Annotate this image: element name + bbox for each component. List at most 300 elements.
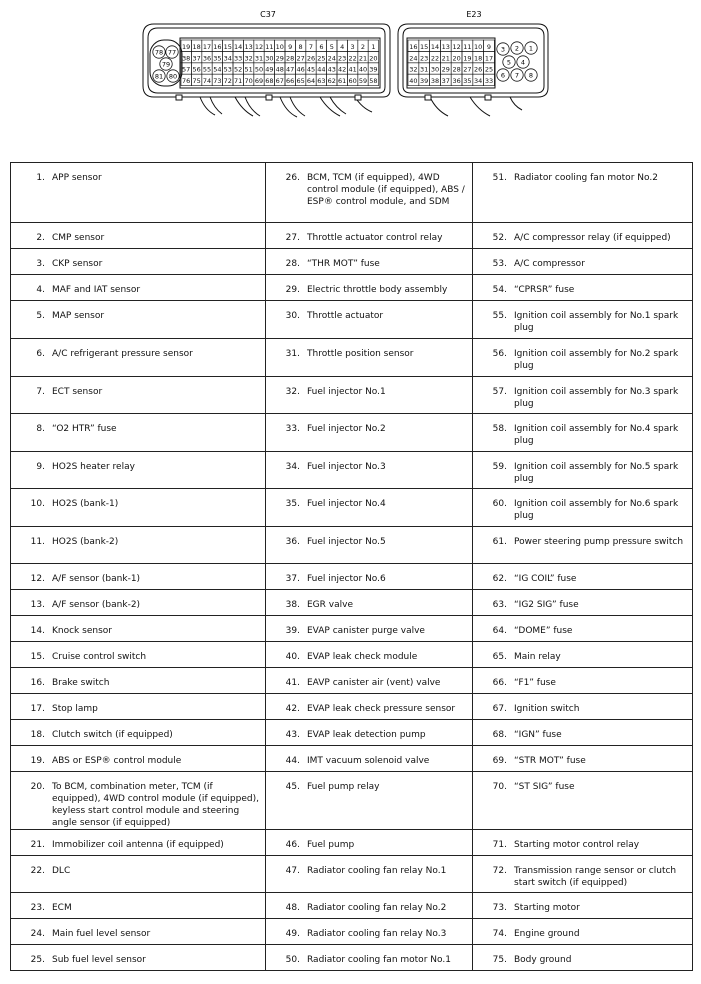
- legend-text: EVAP leak check module: [307, 652, 418, 662]
- legend-cell: [473, 616, 693, 642]
- pin-number: 39: [369, 65, 378, 74]
- legend-cell: [266, 668, 473, 694]
- legend-number: 71.: [492, 840, 507, 850]
- legend-cell: [11, 339, 266, 377]
- legend-cell: [11, 377, 266, 414]
- legend-text: Ignition coil assembly for No.5 spark plug: [514, 462, 679, 484]
- legend-cell: [266, 527, 473, 564]
- legend-number: 23.: [30, 903, 45, 913]
- legend-text: “ST SIG” fuse: [514, 782, 575, 792]
- legend-number: 45.: [285, 782, 300, 792]
- legend-cell: [266, 301, 473, 339]
- pin-number: 60: [348, 77, 357, 86]
- legend-text: Starting motor control relay: [514, 840, 640, 850]
- pin-number: 22: [348, 54, 357, 63]
- legend-cell: [266, 590, 473, 616]
- legend-number: 65.: [492, 652, 507, 662]
- pin-number: 7: [308, 42, 314, 51]
- pin-number: 11: [463, 42, 472, 51]
- legend-number: 40.: [285, 652, 300, 662]
- legend-text: Ignition coil assembly for No.4 spark plug: [514, 424, 679, 446]
- pin-number: 20: [452, 54, 461, 63]
- pin-number: 10: [275, 42, 284, 51]
- legend-row: [11, 414, 693, 452]
- pin-number: 16: [213, 42, 222, 51]
- legend-number: 48.: [285, 903, 300, 913]
- legend-cell: [266, 163, 473, 223]
- legend-number: 19.: [30, 756, 45, 766]
- legend-number: 20.: [30, 782, 45, 792]
- legend-cell: [266, 377, 473, 414]
- legend-number: 28.: [285, 259, 300, 269]
- legend-number: 9.: [36, 462, 45, 472]
- legend-number: 30.: [285, 311, 300, 321]
- pin-number: 38: [182, 54, 191, 63]
- legend-cell: [266, 746, 473, 772]
- legend-text: Fuel injector No.3: [307, 462, 386, 472]
- pin-number: 63: [317, 77, 326, 86]
- legend-text: Clutch switch (if equipped): [52, 730, 173, 740]
- pin-number: 9: [486, 42, 492, 51]
- pin-number: 19: [182, 42, 191, 51]
- pin-number: 22: [430, 54, 440, 63]
- legend-number: 64.: [492, 626, 507, 636]
- legend-cell: [266, 919, 473, 945]
- legend-cell: [11, 830, 266, 856]
- legend-row: [11, 830, 693, 856]
- pin-number: 4: [340, 42, 345, 51]
- legend-number: 62.: [492, 574, 507, 584]
- pin-number: 67: [275, 77, 284, 86]
- pin-number: 13: [441, 42, 450, 51]
- legend-cell: [11, 223, 266, 249]
- legend-cell: [266, 856, 473, 893]
- legend-text: EAVP canister air (vent) valve: [307, 678, 441, 688]
- pin-number: 16: [409, 42, 418, 51]
- legend-cell: [473, 489, 693, 527]
- legend-row: [11, 668, 693, 694]
- legend-cell: [473, 830, 693, 856]
- legend-number: 35.: [285, 499, 300, 509]
- legend-cell: [473, 414, 693, 452]
- pin-number: 23: [338, 54, 347, 63]
- pin-number: 2: [360, 42, 366, 51]
- pin-number: 31: [254, 54, 264, 63]
- legend-text: Radiator cooling fan relay No.1: [307, 866, 447, 876]
- legend-number: 37.: [285, 574, 300, 584]
- pin-number: 37: [441, 77, 450, 86]
- legend-text: Fuel pump relay: [307, 782, 380, 792]
- legend-text: CKP sensor: [52, 259, 103, 269]
- pin-number: 39: [420, 77, 429, 86]
- pin-number: 54: [213, 65, 222, 74]
- legend-text: A/C compressor: [514, 259, 585, 269]
- legend-cell: [11, 590, 266, 616]
- pin-number: 27: [296, 54, 305, 63]
- legend-row: [11, 772, 693, 830]
- pin-number: 14: [430, 42, 440, 51]
- legend-text: Radiator cooling fan motor No.2: [514, 173, 658, 183]
- legend-number: 31.: [285, 349, 300, 359]
- legend-number: 74.: [492, 929, 507, 939]
- legend-cell: [473, 772, 693, 830]
- legend-cell: [11, 893, 266, 919]
- legend-row: [11, 694, 693, 720]
- legend-number: 29.: [285, 285, 300, 295]
- legend-text: MAF and IAT sensor: [52, 285, 141, 295]
- round-pin-number: 6: [500, 71, 506, 80]
- pin-number: 19: [463, 54, 472, 63]
- legend-text: Ignition coil assembly for No.3 spark plug: [514, 387, 679, 409]
- pin-number: 8: [298, 42, 303, 51]
- legend-row: [11, 527, 693, 564]
- legend-number: 66.: [492, 678, 507, 688]
- legend-text: Radiator cooling fan motor No.1: [307, 955, 451, 965]
- pin-number: 36: [452, 77, 461, 86]
- legend-text: Starting motor: [514, 903, 580, 913]
- pin-number: 65: [296, 77, 305, 86]
- pin-number: 23: [420, 54, 429, 63]
- legend-number: 3.: [36, 259, 45, 269]
- pin-number: 38: [430, 77, 440, 86]
- legend-cell: [473, 694, 693, 720]
- pin-number: 28: [452, 65, 461, 74]
- legend-cell: [266, 945, 473, 971]
- round-pin-number: 4: [520, 58, 526, 67]
- legend-number: 56.: [492, 349, 507, 359]
- legend-text: “F1” fuse: [514, 678, 556, 688]
- legend-cell: [473, 527, 693, 564]
- legend-number: 43.: [285, 730, 300, 740]
- legend-text: Fuel injector No.2: [307, 424, 386, 434]
- legend-number: 13.: [30, 600, 45, 610]
- legend-number: 25.: [30, 955, 45, 965]
- pin-number: 24: [327, 54, 336, 63]
- legend-number: 33.: [285, 424, 300, 434]
- legend-text: Fuel injector No.4: [307, 499, 386, 509]
- legend-cell: [11, 720, 266, 746]
- pin-number: 56: [192, 65, 201, 74]
- legend-row: [11, 564, 693, 590]
- legend-text: To BCM, combination meter, TCM (if equipped), 4WD control module (if equipped), keyless start control module and steering angle sensor (if equipped): [52, 782, 259, 828]
- legend-number: 52.: [492, 233, 507, 243]
- legend-cell: [266, 452, 473, 489]
- legend-number: 49.: [285, 929, 300, 939]
- legend-cell: [266, 564, 473, 590]
- legend-number: 32.: [285, 387, 300, 397]
- pin-number: 29: [275, 54, 284, 63]
- legend-cell: [473, 945, 693, 971]
- legend-text: Throttle actuator: [307, 311, 384, 321]
- legend-text: Engine ground: [514, 929, 580, 939]
- legend-row: [11, 856, 693, 893]
- legend-text: Main relay: [514, 652, 561, 662]
- legend-text: Cruise control switch: [52, 652, 147, 662]
- legend-cell: [11, 275, 266, 301]
- legend-cell: [266, 893, 473, 919]
- legend-text: “IGN” fuse: [514, 730, 562, 740]
- legend-cell: [11, 489, 266, 527]
- legend-cell: [473, 275, 693, 301]
- legend-cell: [11, 642, 266, 668]
- legend-cell: [473, 223, 693, 249]
- pin-number: 35: [213, 54, 222, 63]
- pin-number: 45: [306, 65, 316, 74]
- pin-number: 69: [254, 77, 264, 86]
- legend-cell: [473, 856, 693, 893]
- pin-number: 34: [223, 54, 232, 63]
- legend-text: ECM: [52, 903, 72, 913]
- legend-text: Throttle position sensor: [307, 349, 414, 359]
- legend-number: 17.: [30, 704, 45, 714]
- pin-number: 53: [223, 65, 232, 74]
- legend-text: A/C compressor relay (if equipped): [514, 233, 671, 243]
- legend-number: 58.: [492, 424, 507, 434]
- legend-number: 68.: [492, 730, 507, 740]
- legend-cell: [266, 249, 473, 275]
- legend-text: EGR valve: [307, 600, 353, 610]
- legend-text: Knock sensor: [52, 626, 112, 636]
- c37-pin-grid: [181, 40, 379, 86]
- pin-number: 48: [275, 65, 284, 74]
- legend-text: Body ground: [514, 955, 572, 965]
- legend-number: 41.: [285, 678, 300, 688]
- pin-number: 32: [409, 65, 418, 74]
- legend-number: 26.: [285, 173, 300, 183]
- round-pin-number: 8: [528, 71, 534, 80]
- legend-number: 61.: [492, 537, 507, 547]
- legend-text: “IG COIL” fuse: [514, 574, 577, 584]
- pin-number: 15: [420, 42, 429, 51]
- legend-number: 18.: [30, 730, 45, 740]
- legend-number: 69.: [492, 756, 507, 766]
- connector-label-c37: C37: [260, 10, 276, 19]
- legend-number: 24.: [30, 929, 45, 939]
- legend-text: Ignition coil assembly for No.1 spark plug: [514, 311, 679, 333]
- legend-row: [11, 616, 693, 642]
- pin-number: 34: [474, 77, 483, 86]
- legend-text: A/F sensor (bank-1): [52, 574, 141, 584]
- legend-cell: [473, 919, 693, 945]
- legend-row: [11, 377, 693, 414]
- legend-number: 75.: [492, 955, 507, 965]
- connector-label-e23: E23: [466, 10, 482, 19]
- legend-cell: [473, 301, 693, 339]
- legend-text: Sub fuel level sensor: [52, 955, 146, 965]
- legend-text: EVAP canister purge valve: [307, 626, 425, 636]
- legend-text: “STR MOT” fuse: [514, 756, 586, 766]
- c37-round-pins: [153, 46, 179, 82]
- legend-cell: [266, 720, 473, 746]
- legend-cell: [266, 772, 473, 830]
- legend-cell: [11, 414, 266, 452]
- legend-number: 51.: [492, 173, 507, 183]
- pin-number: 49: [265, 65, 274, 74]
- legend-number: 10.: [30, 499, 45, 509]
- legend-cell: [473, 893, 693, 919]
- pin-number: 36: [202, 54, 212, 63]
- legend-number: 36.: [285, 537, 300, 547]
- pin-number: 70: [244, 77, 253, 86]
- legend-cell: [473, 746, 693, 772]
- legend-text: Throttle actuator control relay: [307, 233, 443, 243]
- legend-cell: [266, 275, 473, 301]
- legend-text: Electric throttle body assembly: [307, 285, 448, 295]
- pin-number: 73: [213, 77, 222, 86]
- pin-number: 40: [358, 65, 368, 74]
- pin-number: 12: [452, 42, 461, 51]
- legend-row: [11, 720, 693, 746]
- pin-number: 71: [234, 77, 243, 86]
- pin-number: 26: [306, 54, 316, 63]
- pin-number: 44: [317, 65, 326, 74]
- legend-cell: [11, 564, 266, 590]
- legend-number: 22.: [30, 866, 45, 876]
- legend-row: [11, 893, 693, 919]
- legend-row: [11, 919, 693, 945]
- pin-number: 46: [296, 65, 305, 74]
- legend-cell: [266, 339, 473, 377]
- legend-number: 57.: [492, 387, 507, 397]
- legend-cell: [11, 616, 266, 642]
- legend-number: 73.: [492, 903, 507, 913]
- legend-text: Transmission range sensor or clutch start switch (if equipped): [514, 866, 677, 888]
- round-pin-number: 7: [514, 71, 520, 80]
- pin-number: 11: [265, 42, 274, 51]
- pin-number: 76: [182, 77, 191, 86]
- legend-text: HO2S (bank-1): [52, 499, 119, 509]
- legend-number: 5.: [36, 311, 45, 321]
- round-pin-number: 79: [161, 60, 171, 69]
- pin-number: 25: [484, 65, 494, 74]
- legend-text: IMT vacuum solenoid valve: [307, 756, 430, 766]
- legend-text: Fuel injector No.6: [307, 574, 386, 584]
- legend-text: “DOME” fuse: [514, 626, 573, 636]
- legend-number: 55.: [492, 311, 507, 321]
- legend-cell: [266, 489, 473, 527]
- legend-text: Fuel injector No.5: [307, 537, 386, 547]
- legend-cell: [473, 720, 693, 746]
- pin-number: 40: [409, 77, 418, 86]
- legend-text: EVAP leak check pressure sensor: [307, 704, 456, 714]
- legend-cell: [11, 249, 266, 275]
- pin-number: 18: [192, 42, 201, 51]
- pin-number: 25: [317, 54, 326, 63]
- pin-number: 61: [338, 77, 347, 86]
- legend-text: ECT sensor: [52, 387, 103, 397]
- round-pin-number: 78: [154, 48, 164, 57]
- legend-cell: [11, 772, 266, 830]
- connector-diagram: [0, 0, 701, 135]
- pin-number: 27: [463, 65, 472, 74]
- round-pin-number: 2: [514, 44, 520, 53]
- legend-text: “CPRSR” fuse: [514, 285, 575, 295]
- legend-number: 8.: [36, 424, 45, 434]
- pin-number: 64: [306, 77, 316, 86]
- legend-text: Ignition coil assembly for No.2 spark plug: [514, 349, 679, 371]
- legend-number: 7.: [36, 387, 45, 397]
- legend-cell: [11, 452, 266, 489]
- round-pin-number: 5: [506, 58, 512, 67]
- pin-number: 6: [319, 42, 324, 51]
- pin-number: 66: [286, 77, 295, 86]
- legend-number: 16.: [30, 678, 45, 688]
- legend-cell: [11, 945, 266, 971]
- pin-number: 21: [441, 54, 450, 63]
- pin-number: 35: [463, 77, 472, 86]
- legend-number: 67.: [492, 704, 507, 714]
- legend-text: Main fuel level sensor: [52, 929, 151, 939]
- legend-text: HO2S heater relay: [52, 462, 135, 472]
- legend-cell: [473, 249, 693, 275]
- legend-cell: [11, 301, 266, 339]
- legend-cell: [11, 527, 266, 564]
- legend-cell: [11, 163, 266, 223]
- legend-text: CMP sensor: [52, 233, 105, 243]
- pin-number: 50: [254, 65, 264, 74]
- legend-cell: [11, 856, 266, 893]
- legend-cell: [266, 616, 473, 642]
- legend-cell: [266, 694, 473, 720]
- legend-text: DLC: [52, 866, 71, 876]
- pin-number: 55: [202, 65, 212, 74]
- legend-text: Radiator cooling fan relay No.2: [307, 903, 447, 913]
- pin-number: 17: [484, 54, 494, 63]
- legend-text: Fuel pump: [307, 840, 355, 850]
- pin-number: 43: [327, 65, 336, 74]
- e23-round-pins: [497, 42, 537, 81]
- pin-number: 68: [265, 77, 274, 86]
- legend-number: 2.: [36, 233, 45, 243]
- legend-cell: [11, 668, 266, 694]
- legend-number: 21.: [30, 840, 45, 850]
- legend-text: Fuel injector No.1: [307, 387, 386, 397]
- legend-text: “IG2 SIG” fuse: [514, 600, 579, 610]
- legend-row: [11, 452, 693, 489]
- legend-row: [11, 489, 693, 527]
- legend-row: [11, 249, 693, 275]
- legend-number: 12.: [30, 574, 45, 584]
- legend-number: 72.: [492, 866, 507, 876]
- round-pin-number: 81: [154, 72, 164, 81]
- round-pin-number: 1: [528, 44, 534, 53]
- legend-number: 38.: [285, 600, 300, 610]
- pin-number: 10: [474, 42, 483, 51]
- pin-number: 20: [369, 54, 378, 63]
- legend-cell: [473, 339, 693, 377]
- legend-text: “THR MOT” fuse: [307, 259, 380, 269]
- legend-number: 14.: [30, 626, 45, 636]
- pin-number: 24: [409, 54, 418, 63]
- pin-number: 30: [265, 54, 274, 63]
- pin-number: 9: [288, 42, 293, 51]
- legend-text: EVAP leak detection pump: [307, 730, 426, 740]
- pin-number: 29: [441, 65, 450, 74]
- legend-cell: [473, 377, 693, 414]
- legend-cell: [11, 746, 266, 772]
- pin-number: 28: [286, 54, 295, 63]
- legend-row: [11, 642, 693, 668]
- legend-text: Stop lamp: [52, 704, 98, 714]
- legend-number: 27.: [285, 233, 300, 243]
- legend-row: [11, 339, 693, 377]
- legend-cell: [473, 590, 693, 616]
- legend-cell: [266, 414, 473, 452]
- legend-text: Immobilizer coil antenna (if equipped): [52, 840, 224, 850]
- legend-number: 47.: [285, 866, 300, 876]
- legend-text: A/F sensor (bank-2): [52, 600, 141, 610]
- pin-number: 33: [234, 54, 243, 63]
